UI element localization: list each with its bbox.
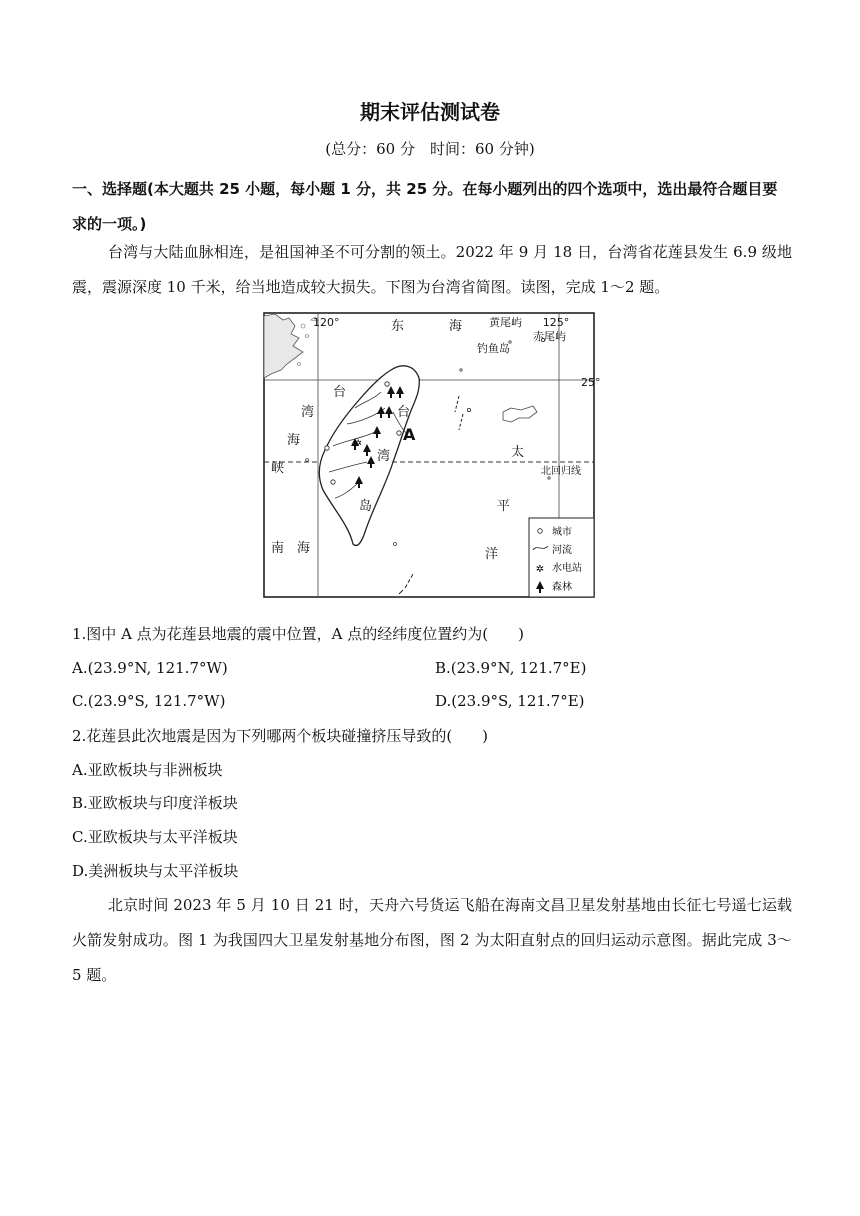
question-1-stem: 1.图中 A 点为花莲县地震的震中位置，A 点的经纬度位置约为( ) [72,625,524,643]
strait-char-4: 峡 [271,461,285,476]
lon-125-label: 125° [542,316,570,329]
question-2-stem: 2.花莲县此次地震是因为下列哪两个板块碰撞挤压导致的( ) [72,727,489,745]
lon-120-label: 120° [313,316,340,329]
lat-25-label: 25° [581,376,601,389]
island-char-3: 岛 [359,499,373,514]
question-1-option-c[interactable]: C.(23.9°S, 121.7°W) [72,692,226,710]
island-char-1: 台 [397,405,411,420]
passage-taiwan: 台湾与大陆血脉相连，是祖国神圣不可分割的领土。2022 年 9 月 18 日，台湾省花莲县发生 6.9 级地震，震源深度 10 千米，给当地造成较大损失。下图为台湾省简图。读图，完成 1～2 题。 [72,243,792,296]
exam-info: (总分：60 分 时间：60 分钟) [325,140,535,158]
taiwan-map-figure [263,312,601,598]
page-title: 期末评估测试卷 [360,100,500,124]
pacific-char-2: 平 [497,499,511,514]
question-1-option-d[interactable]: D.(23.9°S, 121.7°E) [435,692,585,710]
pacific-char-3: 洋 [485,547,499,562]
epicenter-a-label: A [403,425,416,444]
legend-forest: 森林 [552,582,572,593]
east-sea-char-2: 海 [449,319,463,334]
strait-char-2: 湾 [301,405,315,420]
legend-city-symbol [538,529,543,534]
map-legend [529,518,594,597]
legend-river: 河流 [552,545,572,556]
question-2-option-b[interactable]: B.亚欧板块与印度洋板块 [72,794,238,812]
chiweiyu-label: 赤尾屿 [533,330,566,343]
east-sea-char-1: 东 [391,319,405,334]
section-heading: 一、选择题(本大题共 25 小题，每小题 1 分，共 25 分。在每小题列出的四个选项中，选出最符合题目要求的一项。) [72,180,778,233]
strait-char-1: 台 [333,385,347,400]
question-2-option-a[interactable]: A.亚欧板块与非洲板块 [72,761,223,779]
passage-launch: 北京时间 2023 年 5 月 10 日 21 时，天舟六号货运飞船在海南文昌卫星发射基地由长征七号遥七运载火箭发射成功。图 1 为我国四大卫星发射基地分布图，图 2 为太阳直射点的回归运动示意图。据此完成 3～5 题。 [72,896,792,984]
hydro-marker: ✲ [354,439,362,449]
huangweiyu-label: 黄尾屿 [489,316,522,329]
tropic-label: 北回归线 [541,466,581,477]
question-1-option-b[interactable]: B.(23.9°N, 121.7°E) [435,659,587,677]
question-1-option-a[interactable]: A.(23.9°N, 121.7°W) [72,659,228,677]
island-char-2: 湾 [377,449,391,464]
legend-city: 城市 [552,527,572,538]
legend-hydro-symbol: ✲ [535,564,545,575]
strait-char-3: 海 [287,433,301,448]
south-sea-char-1: 南 [271,541,285,556]
diaoyudao-label: 钓鱼岛 [477,342,510,355]
pacific-char-1: 太 [511,445,525,460]
taiwan-map [263,312,601,598]
legend-hydro: 水电站 [552,563,582,574]
question-2-option-c[interactable]: C.亚欧板块与太平洋板块 [72,828,238,846]
south-sea-char-2: 海 [297,541,311,556]
question-2-option-d[interactable]: D.美洲板块与太平洋板块 [72,862,239,880]
